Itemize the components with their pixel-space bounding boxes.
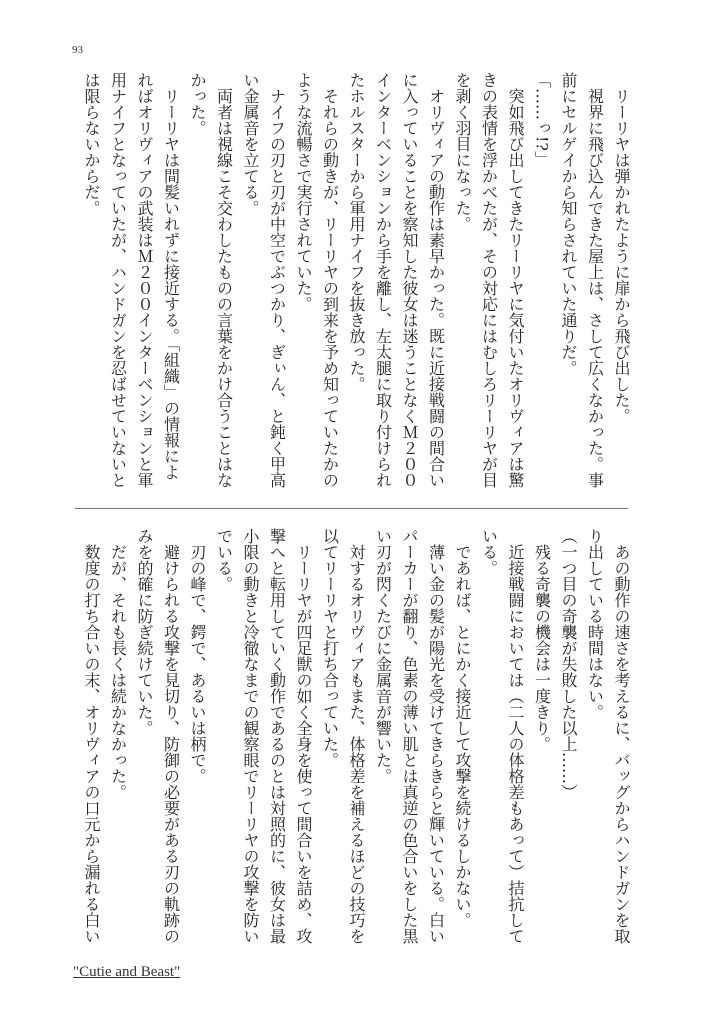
text-column: たホルスターから軍用ナイフを抜き放った。 <box>347 72 366 392</box>
text-column: オリヴィアの動作は素早かった。既に近接戦闘の間合い <box>426 72 446 488</box>
text-column: だが、それも長くは続かなかった。 <box>108 528 128 800</box>
text-column: 近接戦闘においては（二人の体格差もあって）拮抗して <box>506 528 525 944</box>
text-column: を剥く羽目になった。 <box>453 72 472 232</box>
text-column: それらの動きが、リーリヤの到来を予め知っていたかの <box>320 72 340 488</box>
lower-text-block <box>78 528 635 953</box>
text-column: かった。 <box>188 72 207 136</box>
text-column: ればオリヴィアの武装はＭ２００インターベンションと軍 <box>135 72 154 488</box>
text-column: り出している時間はない。 <box>585 528 605 720</box>
section-divider <box>75 508 628 509</box>
text-column: 数度の打ち合いの末、オリヴィアの口元から漏れる白い <box>82 528 101 944</box>
text-column: でいる。 <box>214 528 234 592</box>
text-column: きの表情を浮かべたが、その対応にはむしろリーリヤが目 <box>479 72 499 488</box>
text-column: ナイフの刃と刃が中空でぶつかり、ぎぃん、と鈍く甲高 <box>267 72 287 488</box>
text-column: 視界に飛び込んできた屋上は、さして広くなかった。事 <box>585 72 605 488</box>
text-column: 小限の動きと冷徹なまでの観察眼でリーリヤの攻撃を防い <box>241 528 260 944</box>
text-column: であれば、とにかく接近して攻撃を続けるしかない。 <box>453 528 472 928</box>
text-column: あの動作の速さを考えるに、バッグからハンドガンを取 <box>612 528 631 944</box>
text-column: リーリヤは間髪いれずに接近する。「組織」の情報によ <box>161 72 181 480</box>
upper-text-block <box>78 72 635 497</box>
text-column: いる。 <box>479 528 499 576</box>
text-column: パーカーが翻り、色素の薄い肌とは真逆の色合いをした黒 <box>400 528 419 944</box>
text-column: 避けられる攻撃を見切り、防御の必要がある刃の軌跡の <box>161 528 181 944</box>
page-number: 93 <box>72 44 83 56</box>
text-column: ような流暢さで実行されていた。 <box>294 72 313 312</box>
text-column: 残る奇襲の機会は一度きり。 <box>532 528 552 752</box>
text-column: に入っていることを察知した彼女は迷うことなくＭ２００ <box>400 72 419 488</box>
text-column: 両者は視線こそ交わしたものの言葉をかけ合うことはな <box>214 72 234 488</box>
text-column: 用ナイフとなっていたが、ハンドガンを忍ばせていないと <box>108 72 128 488</box>
text-column: 刃の峰で、鍔で、あるいは柄で。 <box>188 528 207 784</box>
text-column: い刃が閃くたびに金属音が響いた。 <box>373 528 393 784</box>
text-column: （一つ目の奇襲が失敗した以上……） <box>559 528 578 800</box>
text-column: リーリヤが四足獣の如く全身を使って間合いを詰め、攻 <box>294 528 313 944</box>
text-column: みを的確に防ぎ続けていた。 <box>135 528 154 736</box>
text-column: 撃へと転用していく動作であるのとは対照的に、彼女は最 <box>267 528 287 944</box>
text-column: 「……っ!?」 <box>532 72 552 168</box>
text-column: 前にセルゲイから知らされていた通りだ。 <box>559 72 578 376</box>
book-title-footer: "Cutie and Beast" <box>73 964 181 980</box>
text-column: 対するオリヴィアもまた、体格差を補えるほどの技巧を <box>347 528 366 944</box>
text-column: 薄い金の髪が陽光を受けてきらきらと輝いている。白い <box>426 528 446 944</box>
text-column: 以てリーリヤと打ち合っていた。 <box>320 528 340 768</box>
text-column: は限らないからだ。 <box>82 72 101 216</box>
text-column: 突如飛び出してきたリーリヤに気付いたオリヴィアは驚 <box>506 72 525 488</box>
text-column: い金属音を立てる。 <box>241 72 260 216</box>
text-column: リーリヤは弾かれたように扉から飛び出した。 <box>612 72 631 424</box>
text-column: インターベンションから手を離し、左太腿に取り付けられ <box>373 72 393 488</box>
